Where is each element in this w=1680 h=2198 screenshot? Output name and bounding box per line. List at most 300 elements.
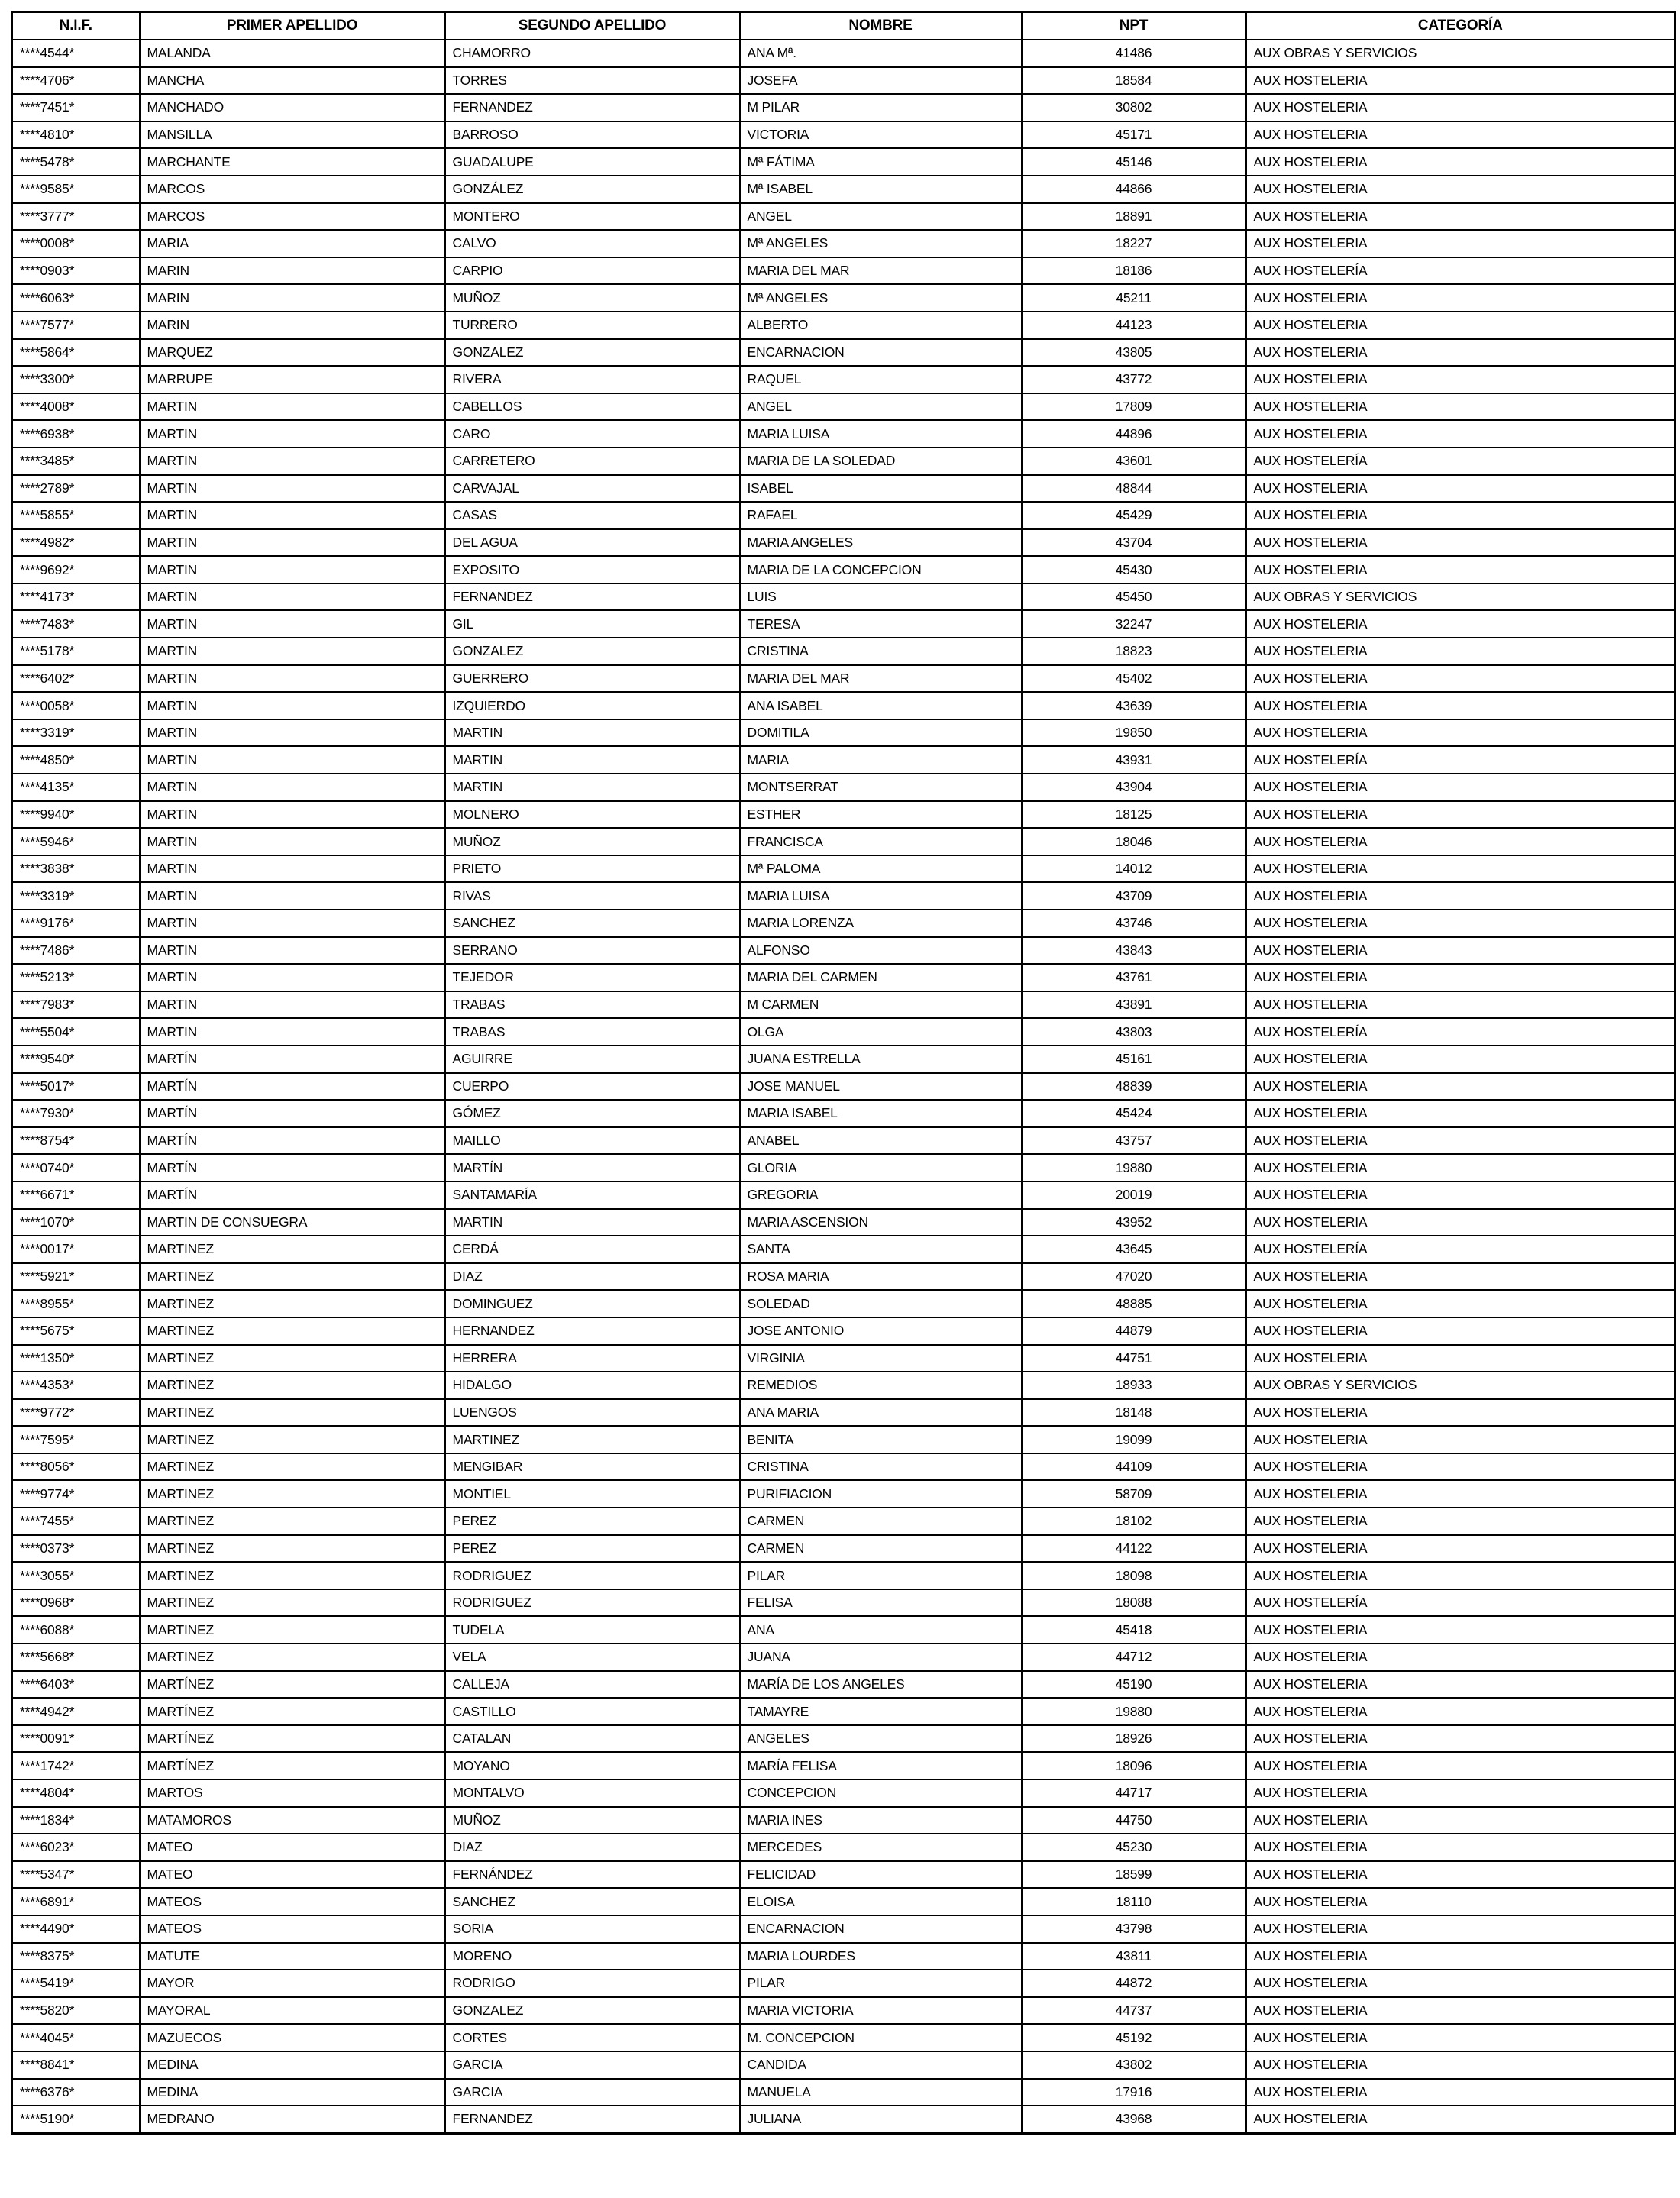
table-cell-primer-apellido: MARTINEZ (140, 1290, 445, 1317)
table-cell-primer-apellido: MARTIN (140, 475, 445, 503)
table-cell-categoria: AUX HOSTELERIA (1246, 1480, 1675, 1508)
table-cell-segundo-apellido: MOLNERO (445, 801, 740, 829)
table-cell-categoria: AUX HOSTELERIA (1246, 1453, 1675, 1481)
table-cell-segundo-apellido: CHAMORRO (445, 40, 740, 67)
table-cell-npt: 18102 (1022, 1508, 1246, 1535)
table-cell-nombre: M CARMEN (740, 991, 1022, 1019)
table-cell-segundo-apellido: MONTALVO (445, 1779, 740, 1807)
table-cell-segundo-apellido: SANCHEZ (445, 1888, 740, 1915)
table-cell-categoria: AUX HOSTELERIA (1246, 1345, 1675, 1372)
table-cell-npt: 43761 (1022, 964, 1246, 991)
table-cell-segundo-apellido: CASTILLO (445, 1698, 740, 1725)
table-cell-categoria: AUX OBRAS Y SERVICIOS (1246, 583, 1675, 611)
table-cell-npt: 19880 (1022, 1698, 1246, 1725)
table-cell-nombre: MANUELA (740, 2079, 1022, 2106)
column-header-nombre: NOMBRE (740, 12, 1022, 40)
table-row (12, 882, 1675, 910)
table-cell-npt: 43746 (1022, 910, 1246, 937)
table-cell-segundo-apellido: CORTES (445, 2024, 740, 2051)
table-cell-categoria: AUX HOSTELERIA (1246, 176, 1675, 203)
table-cell-categoria: AUX HOSTELERIA (1246, 1127, 1675, 1155)
table-cell-segundo-apellido: MENGIBAR (445, 1453, 740, 1481)
table-row (12, 1480, 1675, 1508)
table-cell-npt: 30802 (1022, 94, 1246, 121)
table-cell-npt: 45402 (1022, 665, 1246, 693)
table-cell-primer-apellido: MEDINA (140, 2051, 445, 2079)
table-cell-npt: 44737 (1022, 1997, 1246, 2025)
table-cell-nif: ****5190* (12, 2106, 140, 2133)
table-cell-segundo-apellido: AGUIRRE (445, 1046, 740, 1073)
table-cell-npt: 18584 (1022, 67, 1246, 95)
table-row (12, 1100, 1675, 1127)
table-cell-categoria: AUX HOSTELERÍA (1246, 257, 1675, 285)
table-cell-primer-apellido: MARCOS (140, 176, 445, 203)
table-cell-primer-apellido: MARTIN (140, 882, 445, 910)
table-cell-npt: 45171 (1022, 121, 1246, 149)
table-cell-nif: ****2789* (12, 475, 140, 503)
table-cell-npt: 43968 (1022, 2106, 1246, 2133)
table-cell-nombre: MARIA ISABEL (740, 1100, 1022, 1127)
table-cell-segundo-apellido: MARTÍN (445, 1154, 740, 1181)
table-cell-nombre: MARIA DE LA SOLEDAD (740, 448, 1022, 475)
table-row (12, 94, 1675, 121)
table-cell-primer-apellido: MANCHA (140, 67, 445, 95)
table-cell-nombre: ANA (740, 1616, 1022, 1644)
table-cell-primer-apellido: MARTÍN (140, 1127, 445, 1155)
table-cell-nif: ****6376* (12, 2079, 140, 2106)
table-cell-nombre: PILAR (740, 1562, 1022, 1589)
table-row (12, 1644, 1675, 1671)
table-cell-categoria: AUX HOSTELERIA (1246, 937, 1675, 965)
table-row (12, 502, 1675, 529)
table-row (12, 312, 1675, 339)
table-cell-npt: 43931 (1022, 746, 1246, 774)
table-cell-nif: ****4850* (12, 746, 140, 774)
table-cell-nif: ****3319* (12, 882, 140, 910)
table-cell-nif: ****0008* (12, 230, 140, 257)
table-cell-nombre: RAFAEL (740, 502, 1022, 529)
table-cell-categoria: AUX HOSTELERIA (1246, 1698, 1675, 1725)
table-cell-primer-apellido: MARTIN (140, 937, 445, 965)
table-cell-categoria: AUX HOSTELERIA (1246, 1671, 1675, 1699)
table-cell-nif: ****5820* (12, 1997, 140, 2025)
table-cell-nombre: M PILAR (740, 94, 1022, 121)
table-cell-categoria: AUX HOSTELERIA (1246, 529, 1675, 557)
table-cell-nombre: MARÍA DE LOS ANGELES (740, 1671, 1022, 1699)
table-cell-nif: ****8955* (12, 1290, 140, 1317)
table-cell-nombre: JULIANA (740, 2106, 1022, 2133)
table-cell-primer-apellido: MARTINEZ (140, 1453, 445, 1481)
table-cell-categoria: AUX HOSTELERIA (1246, 638, 1675, 665)
table-cell-segundo-apellido: MARTIN (445, 746, 740, 774)
table-row (12, 2051, 1675, 2079)
column-header-segundo-apellido: SEGUNDO APELLIDO (445, 12, 740, 40)
table-cell-segundo-apellido: CARO (445, 420, 740, 448)
table-cell-categoria: AUX HOSTELERIA (1246, 1399, 1675, 1427)
table-cell-nif: ****8841* (12, 2051, 140, 2079)
table-cell-nif: ****0903* (12, 257, 140, 285)
table-cell-npt: 44712 (1022, 1644, 1246, 1671)
table-cell-npt: 48844 (1022, 475, 1246, 503)
table-cell-categoria: AUX HOSTELERIA (1246, 1100, 1675, 1127)
table-cell-segundo-apellido: MUÑOZ (445, 828, 740, 855)
table-cell-primer-apellido: MATUTE (140, 1943, 445, 1970)
table-cell-categoria: AUX HOSTELERIA (1246, 121, 1675, 149)
table-cell-nombre: OLGA (740, 1018, 1022, 1046)
table-cell-categoria: AUX HOSTELERIA (1246, 882, 1675, 910)
table-cell-primer-apellido: MARTIN (140, 583, 445, 611)
column-header-npt: NPT (1022, 12, 1246, 40)
table-cell-segundo-apellido: MAILLO (445, 1127, 740, 1155)
table-cell-categoria: AUX HOSTELERIA (1246, 1997, 1675, 2025)
table-cell-nif: ****4008* (12, 393, 140, 421)
table-cell-nombre: VIRGINIA (740, 1345, 1022, 1372)
table-cell-primer-apellido: MARTIN (140, 910, 445, 937)
table-cell-npt: 43704 (1022, 529, 1246, 557)
table-row (12, 1046, 1675, 1073)
table-cell-npt: 45211 (1022, 284, 1246, 312)
table-cell-categoria: AUX HOSTELERIA (1246, 2024, 1675, 2051)
table-row (12, 1562, 1675, 1589)
table-cell-npt: 19099 (1022, 1426, 1246, 1453)
table-cell-npt: 43803 (1022, 1018, 1246, 1046)
table-cell-primer-apellido: MEDRANO (140, 2106, 445, 2133)
table-cell-nombre: JOSEFA (740, 67, 1022, 95)
table-cell-primer-apellido: MARTIN (140, 1018, 445, 1046)
table-cell-segundo-apellido: TRABAS (445, 1018, 740, 1046)
table-cell-nif: ****3300* (12, 366, 140, 393)
table-cell-nombre: MARIA ANGELES (740, 529, 1022, 557)
personnel-table (11, 11, 1676, 2135)
table-cell-nombre: CONCEPCION (740, 1779, 1022, 1807)
table-cell-primer-apellido: MARTINEZ (140, 1562, 445, 1589)
table-cell-primer-apellido: MARTINEZ (140, 1236, 445, 1263)
table-row (12, 1508, 1675, 1535)
table-row (12, 339, 1675, 367)
table-cell-segundo-apellido: SORIA (445, 1915, 740, 1943)
table-cell-segundo-apellido: FERNANDEZ (445, 583, 740, 611)
table-cell-nombre: MARIA LUISA (740, 420, 1022, 448)
table-cell-primer-apellido: MARTÍNEZ (140, 1725, 445, 1753)
table-cell-nif: ****5213* (12, 964, 140, 991)
table-cell-nif: ****3485* (12, 448, 140, 475)
table-cell-nombre: FRANCISCA (740, 828, 1022, 855)
table-row (12, 1181, 1675, 1209)
table-cell-primer-apellido: MARIN (140, 312, 445, 339)
table-cell-segundo-apellido: GONZALEZ (445, 638, 740, 665)
table-cell-categoria: AUX HOSTELERIA (1246, 1508, 1675, 1535)
table-cell-primer-apellido: MARTIN (140, 393, 445, 421)
table-cell-categoria: AUX OBRAS Y SERVICIOS (1246, 40, 1675, 67)
table-row (12, 1317, 1675, 1345)
table-row (12, 2024, 1675, 2051)
table-cell-primer-apellido: MARTÍNEZ (140, 1671, 445, 1699)
table-cell-nif: ****5921* (12, 1263, 140, 1291)
table-cell-nif: ****0058* (12, 692, 140, 719)
table-cell-categoria: AUX HOSTELERIA (1246, 1535, 1675, 1563)
table-cell-npt: 18110 (1022, 1888, 1246, 1915)
table-cell-primer-apellido: MAYORAL (140, 1997, 445, 2025)
table-cell-segundo-apellido: LUENGOS (445, 1399, 740, 1427)
table-cell-npt: 43757 (1022, 1127, 1246, 1155)
table-cell-npt: 19850 (1022, 719, 1246, 747)
table-cell-segundo-apellido: CABELLOS (445, 393, 740, 421)
table-cell-nombre: ELOISA (740, 1888, 1022, 1915)
table-cell-nif: ****4544* (12, 40, 140, 67)
table-cell-npt: 44717 (1022, 1779, 1246, 1807)
table-cell-nombre: ENCARNACION (740, 339, 1022, 367)
table-cell-nif: ****6063* (12, 284, 140, 312)
table-row (12, 529, 1675, 557)
table-cell-categoria: AUX HOSTELERÍA (1246, 448, 1675, 475)
table-cell-npt: 18227 (1022, 230, 1246, 257)
table-cell-primer-apellido: MARTIN DE CONSUEGRA (140, 1209, 445, 1236)
table-cell-nif: ****4706* (12, 67, 140, 95)
table-cell-segundo-apellido: PEREZ (445, 1508, 740, 1535)
table-cell-nif: ****0740* (12, 1154, 140, 1181)
table-cell-nombre: Mª ISABEL (740, 176, 1022, 203)
table-row (12, 692, 1675, 719)
table-cell-categoria: AUX HOSTELERIA (1246, 1263, 1675, 1291)
table-cell-primer-apellido: MEDINA (140, 2079, 445, 2106)
table-cell-nombre: GLORIA (740, 1154, 1022, 1181)
table-cell-primer-apellido: MARQUEZ (140, 339, 445, 367)
table-cell-nif: ****6403* (12, 1671, 140, 1699)
table-cell-segundo-apellido: MARTIN (445, 719, 740, 747)
table-cell-categoria: AUX HOSTELERÍA (1246, 1589, 1675, 1617)
table-cell-nombre: Mª ANGELES (740, 284, 1022, 312)
table-cell-nombre: JOSE ANTONIO (740, 1317, 1022, 1345)
table-cell-categoria: AUX HOSTELERIA (1246, 502, 1675, 529)
table-cell-nif: ****4804* (12, 1779, 140, 1807)
table-cell-npt: 44122 (1022, 1535, 1246, 1563)
table-cell-segundo-apellido: CARPIO (445, 257, 740, 285)
table-cell-nif: ****4982* (12, 529, 140, 557)
table-cell-nombre: MARIA DEL CARMEN (740, 964, 1022, 991)
table-cell-primer-apellido: MARTIN (140, 665, 445, 693)
table-cell-categoria: AUX HOSTELERIA (1246, 665, 1675, 693)
table-cell-segundo-apellido: GONZALEZ (445, 1997, 740, 2025)
table-cell-segundo-apellido: RODRIGUEZ (445, 1589, 740, 1617)
table-cell-categoria: AUX HOSTELERIA (1246, 2079, 1675, 2106)
table-cell-nif: ****9772* (12, 1399, 140, 1427)
table-row (12, 991, 1675, 1019)
table-cell-nombre: TAMAYRE (740, 1698, 1022, 1725)
table-cell-nombre: MARIA LORENZA (740, 910, 1022, 937)
table-cell-npt: 45146 (1022, 148, 1246, 176)
table-row (12, 121, 1675, 149)
table-cell-nombre: ANABEL (740, 1127, 1022, 1155)
table-cell-nif: ****5478* (12, 148, 140, 176)
table-row (12, 719, 1675, 747)
table-cell-categoria: AUX HOSTELERÍA (1246, 1236, 1675, 1263)
table-row (12, 230, 1675, 257)
table-cell-categoria: AUX HOSTELERIA (1246, 1779, 1675, 1807)
table-cell-npt: 18933 (1022, 1372, 1246, 1399)
table-cell-segundo-apellido: HIDALGO (445, 1372, 740, 1399)
table-cell-categoria: AUX HOSTELERIA (1246, 964, 1675, 991)
table-cell-primer-apellido: MARTIN (140, 420, 445, 448)
table-row (12, 1671, 1675, 1699)
table-cell-primer-apellido: MARTINEZ (140, 1535, 445, 1563)
table-cell-segundo-apellido: HERRERA (445, 1345, 740, 1372)
table-cell-npt: 45161 (1022, 1046, 1246, 1073)
table-row (12, 1589, 1675, 1617)
table-cell-nombre: CRISTINA (740, 1453, 1022, 1481)
table-cell-npt: 43709 (1022, 882, 1246, 910)
table-cell-nif: ****5504* (12, 1018, 140, 1046)
table-cell-segundo-apellido: MUÑOZ (445, 284, 740, 312)
table-cell-segundo-apellido: GIL (445, 610, 740, 638)
table-cell-segundo-apellido: DOMINGUEZ (445, 1290, 740, 1317)
table-cell-categoria: AUX HOSTELERIA (1246, 1752, 1675, 1779)
table-cell-categoria: AUX HOSTELERIA (1246, 1943, 1675, 1970)
table-cell-categoria: AUX HOSTELERIA (1246, 1861, 1675, 1889)
table-row (12, 203, 1675, 231)
table-row (12, 1997, 1675, 2025)
table-row (12, 937, 1675, 965)
table-cell-npt: 44751 (1022, 1345, 1246, 1372)
table-cell-nif: ****7930* (12, 1100, 140, 1127)
table-cell-nombre: CARMEN (740, 1535, 1022, 1563)
table-cell-primer-apellido: MARTINEZ (140, 1589, 445, 1617)
table-row (12, 148, 1675, 176)
table-cell-nombre: MARIA DEL MAR (740, 665, 1022, 693)
table-row (12, 1426, 1675, 1453)
table-cell-npt: 44109 (1022, 1453, 1246, 1481)
table-cell-segundo-apellido: CERDÁ (445, 1236, 740, 1263)
table-row (12, 1073, 1675, 1101)
table-cell-nif: ****3055* (12, 1562, 140, 1589)
table-cell-nombre: Mª FÁTIMA (740, 148, 1022, 176)
table-cell-primer-apellido: MARCHANTE (140, 148, 445, 176)
table-cell-nombre: Mª ANGELES (740, 230, 1022, 257)
table-cell-nif: ****5419* (12, 1970, 140, 1997)
table-cell-npt: 18891 (1022, 203, 1246, 231)
table-cell-nif: ****9540* (12, 1046, 140, 1073)
table-cell-primer-apellido: MARTIN (140, 610, 445, 638)
table-cell-categoria: AUX HOSTELERIA (1246, 774, 1675, 801)
table-cell-npt: 44896 (1022, 420, 1246, 448)
table-cell-nombre: PILAR (740, 1970, 1022, 1997)
table-cell-nombre: CANDIDA (740, 2051, 1022, 2079)
document-page (0, 11, 1680, 2198)
table-cell-nombre: MARIA VICTORIA (740, 1997, 1022, 2025)
table-cell-nif: ****5946* (12, 828, 140, 855)
table-cell-nif: ****1070* (12, 1209, 140, 1236)
table-cell-npt: 19880 (1022, 1154, 1246, 1181)
table-cell-nombre: DOMITILA (740, 719, 1022, 747)
table-cell-segundo-apellido: FERNÁNDEZ (445, 1861, 740, 1889)
table-cell-segundo-apellido: DIAZ (445, 1263, 740, 1291)
table-cell-nombre: ISABEL (740, 475, 1022, 503)
table-cell-primer-apellido: MATEOS (140, 1888, 445, 1915)
table-cell-npt: 41486 (1022, 40, 1246, 67)
table-cell-npt: 32247 (1022, 610, 1246, 638)
table-cell-npt: 17809 (1022, 393, 1246, 421)
table-row (12, 910, 1675, 937)
table-cell-npt: 43639 (1022, 692, 1246, 719)
table-cell-npt: 43802 (1022, 2051, 1246, 2079)
table-row (12, 2079, 1675, 2106)
table-cell-nif: ****9176* (12, 910, 140, 937)
table-cell-primer-apellido: MARTÍNEZ (140, 1698, 445, 1725)
table-row (12, 1915, 1675, 1943)
table-cell-npt: 43891 (1022, 991, 1246, 1019)
table-cell-npt: 43904 (1022, 774, 1246, 801)
table-cell-primer-apellido: MARTINEZ (140, 1345, 445, 1372)
table-row (12, 1154, 1675, 1181)
table-cell-nombre: RAQUEL (740, 366, 1022, 393)
table-cell-primer-apellido: MARTIN (140, 801, 445, 829)
table-cell-categoria: AUX HOSTELERIA (1246, 366, 1675, 393)
table-cell-npt: 44879 (1022, 1317, 1246, 1345)
table-cell-npt: 44872 (1022, 1970, 1246, 1997)
table-cell-categoria: AUX HOSTELERIA (1246, 991, 1675, 1019)
table-cell-nombre: LUIS (740, 583, 1022, 611)
table-cell-segundo-apellido: CARVAJAL (445, 475, 740, 503)
table-row (12, 393, 1675, 421)
table-row (12, 1943, 1675, 1970)
table-cell-nif: ****0373* (12, 1535, 140, 1563)
table-cell-categoria: AUX HOSTELERIA (1246, 148, 1675, 176)
table-cell-nif: ****7595* (12, 1426, 140, 1453)
table-row (12, 1779, 1675, 1807)
table-cell-primer-apellido: MARTINEZ (140, 1263, 445, 1291)
table-cell-segundo-apellido: CATALAN (445, 1725, 740, 1753)
table-cell-segundo-apellido: GONZÁLEZ (445, 176, 740, 203)
table-cell-primer-apellido: MARTIN (140, 692, 445, 719)
table-cell-categoria: AUX HOSTELERIA (1246, 284, 1675, 312)
table-cell-segundo-apellido: GARCIA (445, 2079, 740, 2106)
table-row (12, 366, 1675, 393)
table-cell-segundo-apellido: MARTIN (445, 1209, 740, 1236)
table-cell-segundo-apellido: MONTERO (445, 203, 740, 231)
table-row (12, 1616, 1675, 1644)
table-cell-primer-apellido: MATEO (140, 1834, 445, 1861)
table-cell-npt: 45192 (1022, 2024, 1246, 2051)
table-cell-categoria: AUX HOSTELERIA (1246, 1807, 1675, 1834)
table-cell-nombre: ANGELES (740, 1725, 1022, 1753)
table-cell-npt: 45430 (1022, 556, 1246, 583)
table-cell-segundo-apellido: TORRES (445, 67, 740, 95)
table-cell-categoria: AUX HOSTELERIA (1246, 910, 1675, 937)
table-cell-primer-apellido: MANSILLA (140, 121, 445, 149)
table-cell-primer-apellido: MAYOR (140, 1970, 445, 1997)
table-cell-primer-apellido: MARIN (140, 257, 445, 285)
table-cell-segundo-apellido: GUADALUPE (445, 148, 740, 176)
table-cell-nombre: MARIA ASCENSION (740, 1209, 1022, 1236)
table-cell-nif: ****7451* (12, 94, 140, 121)
table-cell-nombre: MONTSERRAT (740, 774, 1022, 801)
table-cell-nif: ****4173* (12, 583, 140, 611)
table-cell-nif: ****6088* (12, 1616, 140, 1644)
table-cell-nombre: MARIA LOURDES (740, 1943, 1022, 1970)
table-cell-segundo-apellido: CASAS (445, 502, 740, 529)
table-cell-categoria: AUX HOSTELERÍA (1246, 746, 1675, 774)
table-cell-nif: ****5178* (12, 638, 140, 665)
table-cell-categoria: AUX HOSTELERIA (1246, 1725, 1675, 1753)
table-cell-nombre: ANA MARIA (740, 1399, 1022, 1427)
table-cell-primer-apellido: MATEO (140, 1861, 445, 1889)
table-cell-segundo-apellido: MUÑOZ (445, 1807, 740, 1834)
table-cell-nif: ****7577* (12, 312, 140, 339)
table-cell-categoria: AUX HOSTELERIA (1246, 203, 1675, 231)
table-row (12, 67, 1675, 95)
table-cell-primer-apellido: MARTÍN (140, 1154, 445, 1181)
table-cell-npt: 48839 (1022, 1073, 1246, 1101)
table-cell-primer-apellido: MARTIN (140, 638, 445, 665)
